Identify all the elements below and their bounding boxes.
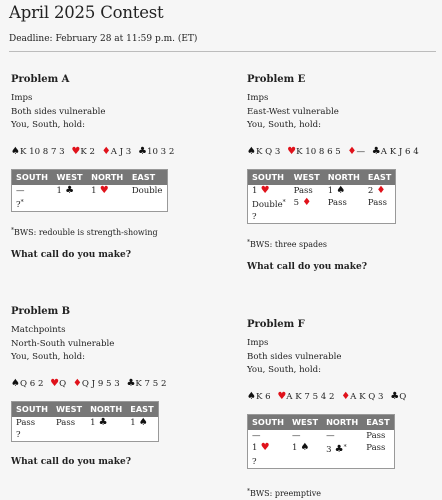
spades-holding: K 6: [255, 391, 271, 402]
auction-header-east: EAST: [128, 169, 168, 185]
heart-icon: ♥: [287, 145, 297, 157]
spades-holding: K Q 3: [255, 146, 281, 157]
auction-header-east: EAST: [362, 414, 394, 430]
scoring: Imps: [11, 93, 33, 103]
footnote-marker: *: [343, 443, 347, 451]
diamond-icon: ♦: [299, 196, 312, 208]
auction-header-west: WEST: [290, 169, 324, 185]
hearts-holding: K 10 8 6 5: [296, 146, 341, 157]
problem-title: Problem B: [11, 306, 71, 317]
auction-call: [288, 442, 322, 456]
hand: [11, 377, 211, 391]
vulnerability: North-South vulnerable: [11, 338, 115, 349]
problem-e: [247, 73, 442, 274]
auction-call: [87, 185, 128, 197]
club-icon: ♣: [95, 416, 108, 428]
problem-f: [247, 318, 442, 500]
call-text: 1: [327, 185, 334, 196]
auction-call: [53, 197, 88, 212]
auction-call: [362, 456, 394, 469]
problem-a: [11, 73, 211, 262]
scoring: Imps: [247, 338, 269, 348]
spade-icon: ♠: [11, 145, 20, 157]
clubs-holding: 10 3 2: [146, 146, 175, 157]
auction-header-south: SOUTH: [12, 401, 52, 417]
auction-header-north: NORTH: [86, 401, 126, 417]
divider: [9, 51, 436, 52]
auction-header-west: WEST: [52, 401, 86, 417]
spade-icon: ♠: [247, 390, 256, 402]
auction-call: [362, 430, 394, 442]
auction-table: [247, 169, 396, 224]
problem-conditions: [247, 92, 442, 133]
club-icon: ♣: [126, 377, 136, 389]
auction-call: [52, 417, 86, 429]
auction-table: [247, 414, 395, 469]
auction-call: [290, 211, 324, 224]
club-icon: ♣: [331, 443, 344, 455]
spades-holding: K 10 8 7 3: [19, 146, 65, 157]
auction-header-south: SOUTH: [248, 169, 290, 185]
auction-row: [12, 197, 168, 212]
auction-call: [12, 185, 53, 197]
hold-prompt: You, South, hold:: [247, 120, 321, 130]
call-text: 5: [293, 197, 300, 208]
problem-conditions: [247, 337, 442, 378]
auction-row: [248, 197, 396, 211]
auction-header-north: NORTH: [324, 169, 364, 185]
auction-row: [248, 430, 395, 442]
auction-call: [322, 430, 362, 442]
call-text: Pass: [367, 197, 388, 208]
auction-call: [364, 211, 396, 224]
auction-call: [248, 197, 290, 211]
vulnerability: East-West vulnerable: [247, 106, 339, 117]
auction-header-south: SOUTH: [248, 414, 288, 430]
deadline: Deadline: February 28 at 11:59 p.m. (ET): [9, 34, 198, 44]
call-text: —: [252, 430, 261, 441]
spade-icon: ♠: [247, 145, 256, 157]
question: What call do you make?: [11, 249, 131, 260]
auction-header-north: NORTH: [322, 414, 362, 430]
auction-call: [52, 429, 86, 442]
call-text: 1: [130, 417, 136, 428]
club-icon: ♣: [61, 184, 75, 196]
auction-call: [324, 211, 364, 224]
club-icon: ♣: [138, 145, 147, 157]
spades-holding: Q 6 2: [19, 378, 44, 389]
call-text: —: [16, 185, 25, 196]
problem-b: [11, 305, 211, 469]
vulnerability: Both sides vulnerable: [11, 106, 106, 117]
auction-header-east: EAST: [126, 401, 158, 417]
auction-call: [53, 185, 88, 197]
diamonds-holding: —: [356, 146, 366, 157]
auction-call: [290, 197, 324, 211]
call-text: ?: [252, 456, 257, 467]
call-text: Double: [252, 199, 283, 210]
auction-row: [12, 185, 168, 197]
auction-header-row: [248, 169, 396, 185]
problem-title: Problem A: [11, 74, 70, 85]
call-text: 3: [326, 444, 332, 455]
hand: [247, 390, 442, 404]
footnote-marker: *: [20, 198, 24, 206]
auction-call: [322, 456, 362, 469]
question: What call do you make?: [247, 261, 367, 272]
spade-icon: ♠: [333, 184, 346, 196]
clubs-holding: A K J 6 4: [380, 146, 419, 157]
hold-prompt: You, South, hold:: [11, 352, 85, 362]
auction-header-west: WEST: [53, 169, 88, 185]
auction-call: [87, 197, 128, 212]
heart-icon: ♥: [50, 377, 60, 389]
auction-header-south: SOUTH: [12, 169, 53, 185]
auction-call: [126, 417, 158, 429]
auction-call: [288, 456, 322, 469]
call-text: 1: [91, 185, 97, 196]
spade-icon: ♠: [297, 441, 310, 453]
auction-call: [12, 197, 53, 212]
hold-prompt: You, South, hold:: [11, 120, 85, 130]
problem-conditions: [11, 92, 211, 133]
call-text: Double: [131, 185, 163, 196]
hand: [247, 145, 442, 159]
page-title: April 2025 Contest: [9, 3, 164, 22]
auction-call: [290, 185, 324, 197]
club-icon: ♣: [390, 390, 400, 402]
diamond-icon: ♦: [341, 390, 351, 402]
auction-call: [128, 185, 168, 197]
auction-call: [248, 442, 288, 456]
auction-call: [126, 429, 158, 442]
call-text: Pass: [55, 417, 76, 428]
call-text: —: [326, 430, 335, 441]
call-text: 1: [252, 442, 258, 453]
call-text: ?: [252, 211, 257, 222]
heart-icon: ♥: [71, 145, 81, 157]
problem-title: Problem E: [247, 74, 306, 85]
hearts-holding: Q: [59, 378, 67, 389]
auction-call: [12, 417, 52, 429]
auction-call: [128, 197, 168, 212]
auction-header-row: [12, 169, 168, 185]
hold-prompt: You, South, hold:: [247, 365, 321, 375]
auction-call: [248, 456, 288, 469]
call-text: Pass: [366, 442, 386, 453]
auction-row: [248, 185, 396, 197]
auction-header-row: [248, 414, 395, 430]
clubs-holding: Q: [399, 391, 407, 402]
scoring: Imps: [247, 93, 269, 103]
call-text: 1: [90, 417, 96, 428]
problem-conditions: [11, 324, 211, 365]
call-text: Pass: [366, 430, 386, 441]
footnote: *BWS: three spades: [247, 238, 327, 249]
diamond-icon: ♦: [101, 145, 111, 157]
diamond-icon: ♦: [373, 184, 386, 196]
diamonds-holding: A K Q 3: [350, 391, 384, 402]
hearts-holding: K 2: [80, 146, 95, 157]
vulnerability: Both sides vulnerable: [247, 351, 342, 362]
auction-row: [248, 442, 395, 456]
diamonds-holding: A J 3: [110, 146, 132, 157]
heart-icon: ♥: [257, 441, 270, 453]
auction-call: [364, 197, 396, 211]
call-text: 1: [252, 185, 258, 196]
auction-header-north: NORTH: [87, 169, 128, 185]
auction-call: [248, 430, 288, 442]
call-text: 1: [291, 442, 298, 453]
club-icon: ♣: [371, 145, 381, 157]
footnote-marker: *: [282, 198, 286, 206]
clubs-holding: K 7 5 2: [135, 378, 167, 389]
auction-call: [12, 429, 52, 442]
auction-call: [324, 185, 364, 197]
auction-call: [322, 442, 362, 456]
auction-call: [362, 442, 394, 456]
diamonds-holding: Q J 9 5 3: [81, 378, 120, 389]
scoring: Matchpoints: [11, 325, 66, 335]
problem-title: Problem F: [247, 319, 305, 330]
auction-call: [86, 429, 126, 442]
auction-table: [11, 169, 168, 212]
heart-icon: ♥: [96, 184, 109, 196]
spade-icon: ♠: [11, 377, 20, 389]
call-text: —: [291, 430, 301, 441]
auction-call: [248, 211, 290, 224]
auction-header-row: [12, 401, 159, 417]
call-text: Pass: [327, 197, 347, 208]
auction-table: [11, 401, 159, 442]
call-text: Pass: [16, 417, 36, 428]
diamond-icon: ♦: [72, 377, 82, 389]
footnote: *BWS: redouble is strength-showing: [11, 226, 158, 237]
auction-row: [12, 429, 159, 442]
spade-icon: ♠: [135, 416, 148, 428]
auction-call: [248, 185, 290, 197]
auction-row: [248, 456, 395, 469]
auction-call: [86, 417, 126, 429]
call-text: 2: [367, 185, 374, 196]
auction-call: [364, 185, 396, 197]
auction-header-east: EAST: [364, 169, 396, 185]
auction-call: [324, 197, 364, 211]
call-text: ?: [16, 429, 21, 440]
hand: [11, 145, 211, 159]
question: What call do you make?: [11, 456, 131, 467]
auction-row: [12, 417, 159, 429]
footnote: *BWS: preemptive: [247, 487, 321, 498]
diamond-icon: ♦: [347, 145, 357, 157]
call-text: 1: [56, 185, 62, 196]
heart-icon: ♥: [257, 184, 270, 196]
heart-icon: ♥: [277, 390, 287, 402]
auction-call: [288, 430, 322, 442]
hearts-holding: A K 7 5 4 2: [286, 391, 335, 402]
call-text: Pass: [293, 185, 313, 196]
auction-header-west: WEST: [288, 414, 322, 430]
call-text: ?: [16, 199, 21, 210]
auction-row: [248, 211, 396, 224]
